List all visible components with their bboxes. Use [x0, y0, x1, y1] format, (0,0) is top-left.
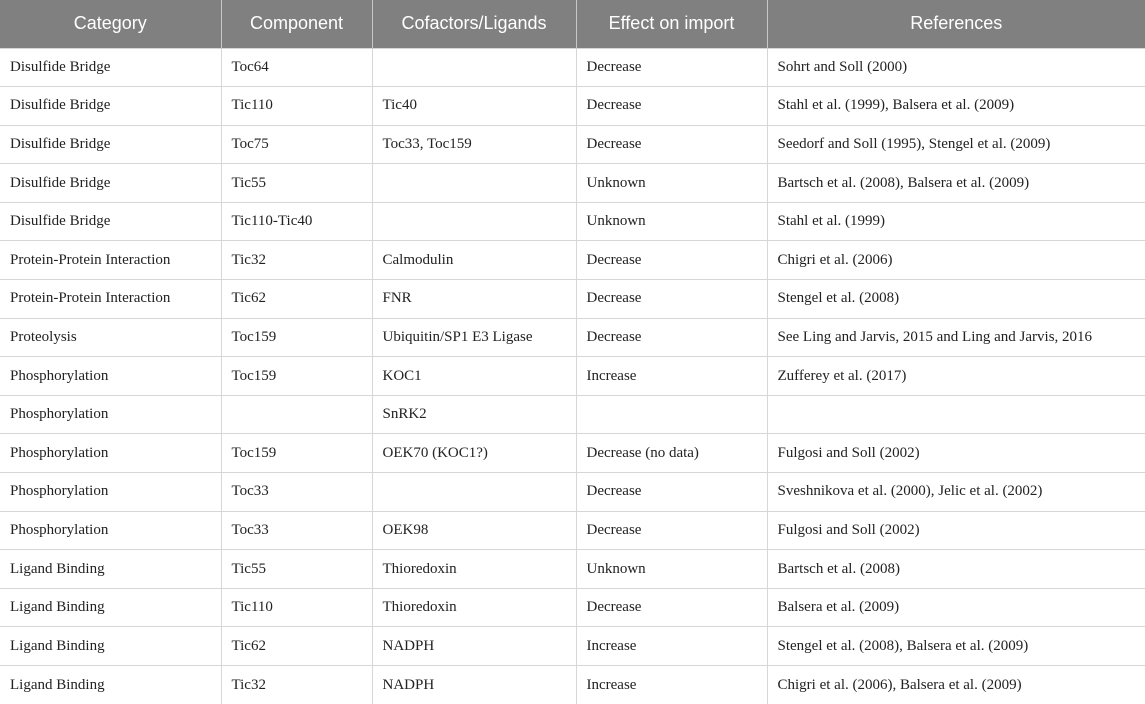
cell-cofactors-ligands: SnRK2 — [372, 395, 576, 434]
cell-references: Bartsch et al. (2008) — [767, 550, 1145, 589]
header-category: Category — [0, 0, 221, 48]
cell-cofactors-ligands: Thioredoxin — [372, 550, 576, 589]
cell-component: Tic32 — [221, 666, 372, 704]
cell-cofactors-ligands — [372, 48, 576, 87]
cell-component: Toc64 — [221, 48, 372, 87]
cell-references: Stengel et al. (2008), Balsera et al. (2009) — [767, 627, 1145, 666]
cell-references: Stahl et al. (1999), Balsera et al. (2009) — [767, 87, 1145, 126]
header-effect-on-import: Effect on import — [576, 0, 767, 48]
cell-category: Disulfide Bridge — [0, 87, 221, 126]
table-header — [0, 0, 1145, 48]
cell-references: Fulgosi and Soll (2002) — [767, 511, 1145, 550]
cell-references: Chigri et al. (2006) — [767, 241, 1145, 280]
cell-references: Fulgosi and Soll (2002) — [767, 434, 1145, 473]
cell-references: Stengel et al. (2008) — [767, 280, 1145, 319]
header-row — [0, 0, 1145, 48]
cell-effect-on-import: Decrease — [576, 318, 767, 357]
cell-effect-on-import: Decrease — [576, 241, 767, 280]
cell-component: Tic62 — [221, 627, 372, 666]
cell-component: Toc159 — [221, 357, 372, 396]
cell-cofactors-ligands: Thioredoxin — [372, 588, 576, 627]
table-row — [0, 164, 1145, 203]
cell-effect-on-import: Increase — [576, 627, 767, 666]
cell-category: Phosphorylation — [0, 434, 221, 473]
cell-references: Zufferey et al. (2017) — [767, 357, 1145, 396]
cell-references: Bartsch et al. (2008), Balsera et al. (2009) — [767, 164, 1145, 203]
cell-component: Tic55 — [221, 550, 372, 589]
cell-cofactors-ligands: NADPH — [372, 666, 576, 704]
cell-effect-on-import: Decrease — [576, 48, 767, 87]
table-row — [0, 666, 1145, 704]
cell-cofactors-ligands: FNR — [372, 280, 576, 319]
cell-effect-on-import — [576, 395, 767, 434]
cell-effect-on-import: Decrease — [576, 511, 767, 550]
cell-cofactors-ligands: Calmodulin — [372, 241, 576, 280]
table-row — [0, 357, 1145, 396]
cell-effect-on-import: Increase — [576, 357, 767, 396]
cell-effect-on-import: Unknown — [576, 550, 767, 589]
cell-component: Tic110 — [221, 588, 372, 627]
header-component: Component — [221, 0, 372, 48]
cell-references: Sveshnikova et al. (2000), Jelic et al. (2002) — [767, 473, 1145, 512]
cell-category: Protein-Protein Interaction — [0, 241, 221, 280]
table-row — [0, 202, 1145, 241]
cell-effect-on-import: Decrease — [576, 588, 767, 627]
cell-cofactors-ligands: KOC1 — [372, 357, 576, 396]
cell-component — [221, 395, 372, 434]
cell-cofactors-ligands: Toc33, Toc159 — [372, 125, 576, 164]
cell-category: Ligand Binding — [0, 588, 221, 627]
table-row — [0, 87, 1145, 126]
cell-cofactors-ligands — [372, 473, 576, 512]
cell-effect-on-import: Decrease — [576, 125, 767, 164]
cell-component: Toc75 — [221, 125, 372, 164]
cell-cofactors-ligands: NADPH — [372, 627, 576, 666]
cell-cofactors-ligands — [372, 202, 576, 241]
table-row — [0, 434, 1145, 473]
cell-category: Phosphorylation — [0, 511, 221, 550]
cell-cofactors-ligands — [372, 164, 576, 203]
cell-component: Tic110 — [221, 87, 372, 126]
cell-category: Phosphorylation — [0, 357, 221, 396]
cell-effect-on-import: Decrease (no data) — [576, 434, 767, 473]
cell-component: Toc159 — [221, 318, 372, 357]
table-row — [0, 241, 1145, 280]
cell-references: Balsera et al. (2009) — [767, 588, 1145, 627]
header-cofactors-ligands: Cofactors/Ligands — [372, 0, 576, 48]
cell-effect-on-import: Decrease — [576, 280, 767, 319]
cell-references: Chigri et al. (2006), Balsera et al. (2009) — [767, 666, 1145, 704]
table-row — [0, 588, 1145, 627]
table-row — [0, 280, 1145, 319]
cell-component: Tic110-Tic40 — [221, 202, 372, 241]
cell-category: Phosphorylation — [0, 473, 221, 512]
cell-component: Tic55 — [221, 164, 372, 203]
cell-category: Ligand Binding — [0, 666, 221, 704]
cell-cofactors-ligands: Ubiquitin/SP1 E3 Ligase — [372, 318, 576, 357]
header-references: References — [767, 0, 1145, 48]
cell-category: Phosphorylation — [0, 395, 221, 434]
table-row — [0, 318, 1145, 357]
cell-component: Tic62 — [221, 280, 372, 319]
cell-references: See Ling and Jarvis, 2015 and Ling and Jarvis, 2016 — [767, 318, 1145, 357]
table-body — [0, 48, 1145, 704]
cell-effect-on-import: Decrease — [576, 87, 767, 126]
cell-component: Toc33 — [221, 473, 372, 512]
cell-cofactors-ligands: OEK70 (KOC1?) — [372, 434, 576, 473]
cell-effect-on-import: Unknown — [576, 202, 767, 241]
cell-effect-on-import: Increase — [576, 666, 767, 704]
table-row — [0, 627, 1145, 666]
cell-component: Toc33 — [221, 511, 372, 550]
cell-cofactors-ligands: Tic40 — [372, 87, 576, 126]
cell-effect-on-import: Decrease — [576, 473, 767, 512]
table-row — [0, 395, 1145, 434]
table-row — [0, 48, 1145, 87]
cell-category: Disulfide Bridge — [0, 125, 221, 164]
cell-category: Disulfide Bridge — [0, 48, 221, 87]
cell-category: Disulfide Bridge — [0, 202, 221, 241]
cell-category: Ligand Binding — [0, 550, 221, 589]
cell-references: Stahl et al. (1999) — [767, 202, 1145, 241]
table-row — [0, 125, 1145, 164]
cell-component: Tic32 — [221, 241, 372, 280]
cell-references — [767, 395, 1145, 434]
table-row — [0, 550, 1145, 589]
table-row — [0, 473, 1145, 512]
cell-category: Disulfide Bridge — [0, 164, 221, 203]
cell-effect-on-import: Unknown — [576, 164, 767, 203]
cell-category: Protein-Protein Interaction — [0, 280, 221, 319]
cell-cofactors-ligands: OEK98 — [372, 511, 576, 550]
table-row — [0, 511, 1145, 550]
cell-category: Proteolysis — [0, 318, 221, 357]
cell-references: Sohrt and Soll (2000) — [767, 48, 1145, 87]
cell-category: Ligand Binding — [0, 627, 221, 666]
cell-references: Seedorf and Soll (1995), Stengel et al. (2009) — [767, 125, 1145, 164]
cell-component: Toc159 — [221, 434, 372, 473]
